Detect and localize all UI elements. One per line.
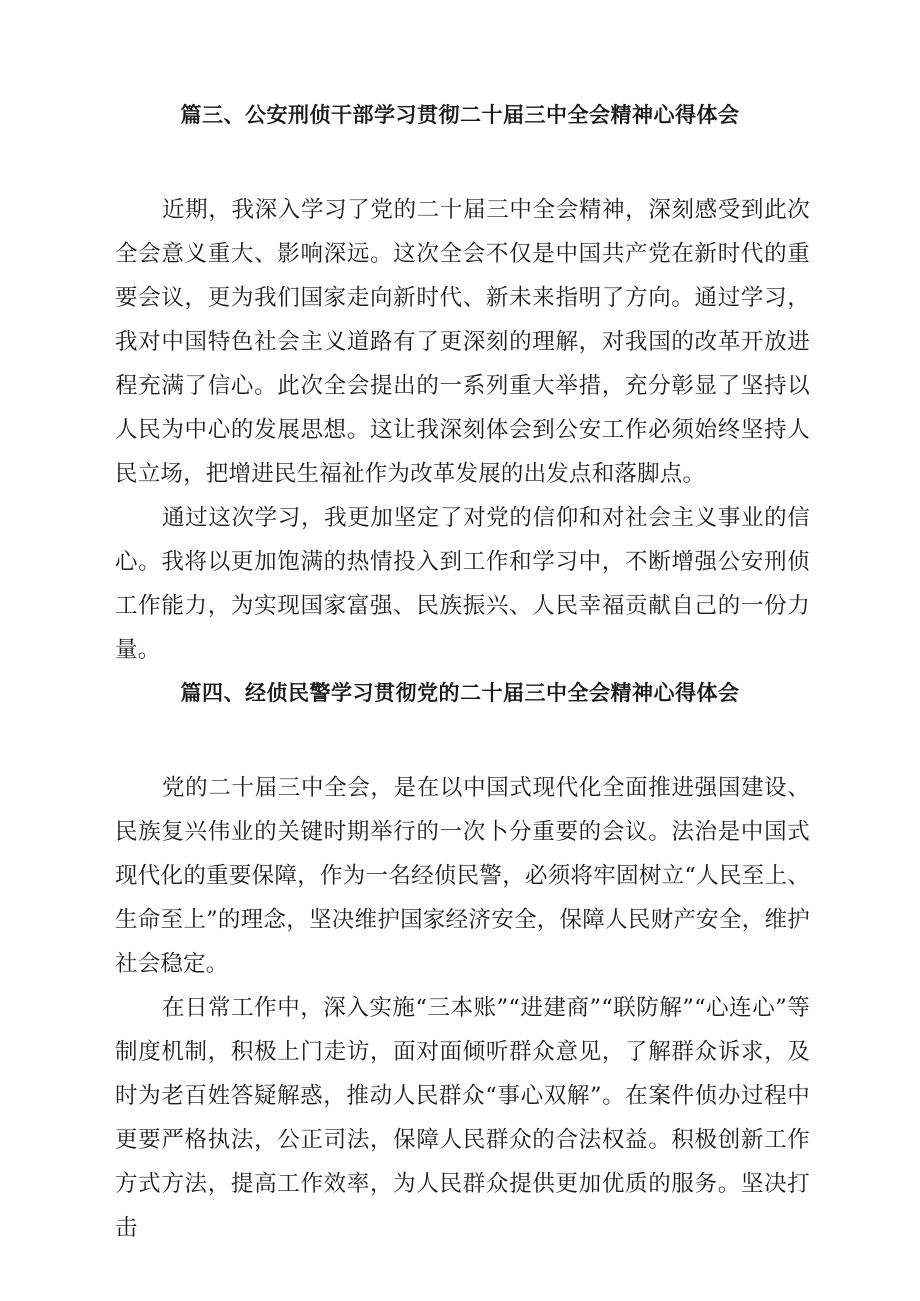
section-title-3: 篇三、公安刑侦干部学习贯彻二十届三中全会精神心得体会 bbox=[180, 102, 740, 127]
paragraph-4-2: 在日常工作中，深入实施“三本账”“进建商”“联防解”“心连心”等制度机制，积极上门走访，面对面倾听群众意见，了解群众诉求，及时为老百姓答疑解惑，推动人民群众“事心双解”。在案件侦办过程中更要严格执法，公正司法，保障人民群众的合法权益。积极创新工作方式方法，提高工作效率，为人民群众提供更加优质的服务。坚决打击 bbox=[115, 995, 810, 1241]
paragraph-3-1: 近期，我深入学习了党的二十届三中全会精神，深刻感受到此次全会意义重大、影响深远。这次全会不仅是中国共产党在新时代的重要会议，更为我们国家走向新时代、新未来指明了方向。通过学习，我对中国特色社会主义道路有了更深刻的理解，对我国的改革开放进程充满了信心。此次全会提出的一系列重大举措，充分彰显了坚持以人民为中心的发展思想。这让我深刻体会到公安工作必须始终坚持人民立场，把增进民生福祉作为改革发展的出发点和落脚点。 bbox=[115, 197, 810, 487]
section-title-4: 篇四、经侦民警学习贯彻党的二十届三中全会精神心得体会 bbox=[180, 680, 740, 705]
paragraph-4-1: 党的二十届三中全会，是在以中国式现代化全面推进强国建设、民族复兴伟业的关键时期举行的一次卜分重要的会议。法治是中国式现代化的重要保障，作为一名经侦民警，必须将牢固树立“人民至上、生命至上”的理念，坚决维护国家经济安全，保障人民财产安全，维护社会稳定。 bbox=[115, 775, 810, 977]
paragraph-3-2: 通过这次学习，我更加坚定了对党的信仰和对社会主义事业的信心。我将以更加饱满的热情投入到工作和学习中，不断增强公安刑侦工作能力，为实现国家富强、民族振兴、人民幸福贡献自己的一份力量。 bbox=[115, 505, 810, 663]
